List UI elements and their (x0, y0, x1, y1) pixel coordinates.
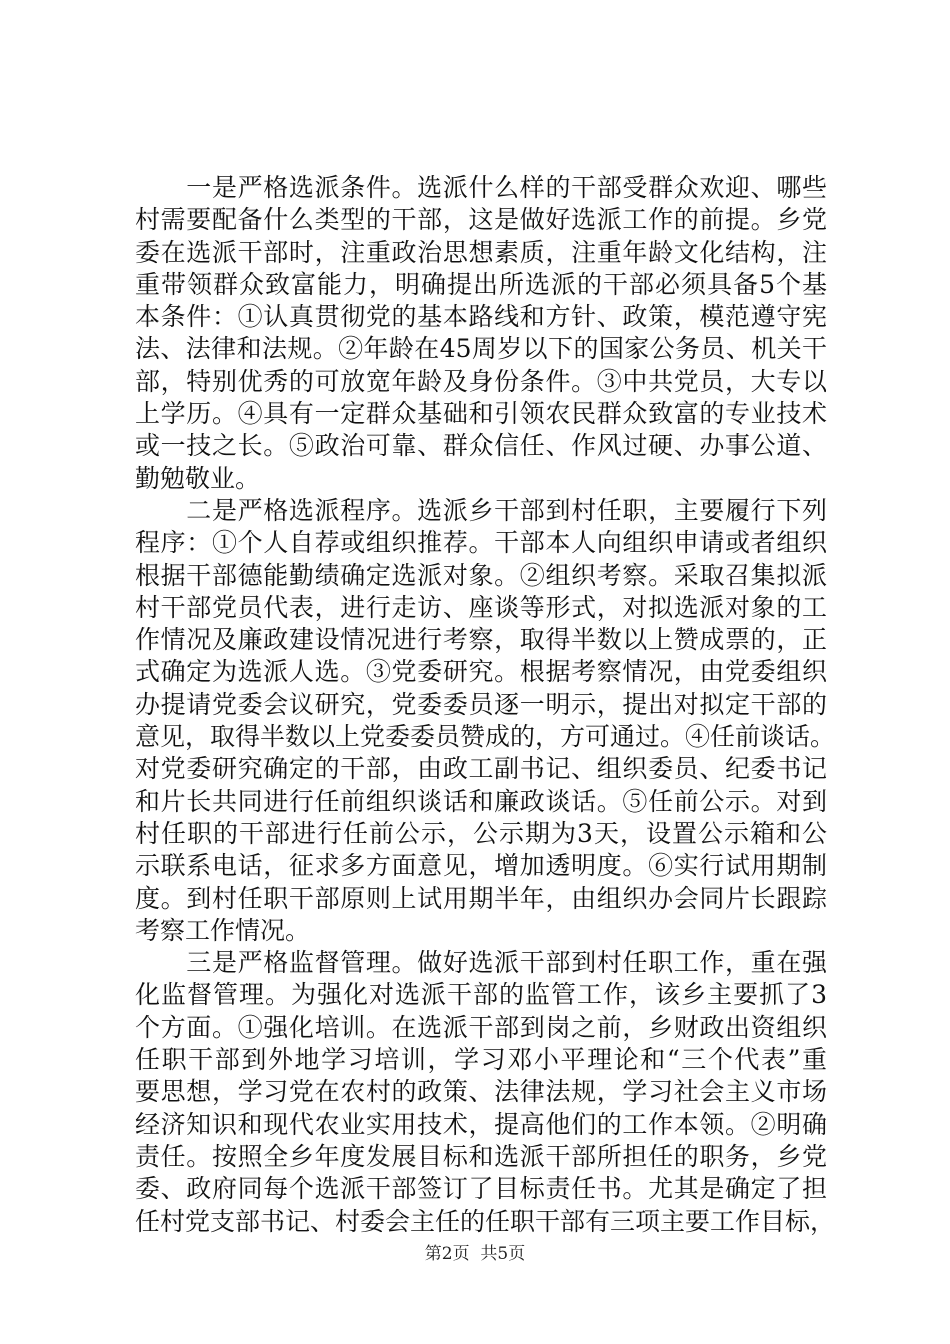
text-line: 程序：①个人自荐或组织推荐。干部本人向组织申请或者组织 (135, 528, 827, 558)
text-line: 或一技之长。⑤政治可靠、群众信任、作风过硬、办事公道、 (135, 431, 827, 461)
document-body (135, 172, 836, 1238)
text-line: 对党委研究确定的干部，由政工副书记、组织委员、纪委书记 (135, 754, 827, 784)
text-line: 村任职的干部进行任前公示，公示期为3天，设置公示箱和公 (135, 818, 827, 848)
text-line: 上学历。④具有一定群众基础和引领农民群众致富的专业技术 (135, 399, 827, 429)
paragraph-selection-procedure (135, 495, 836, 947)
text-line: 委在选派干部时，注重政治思想素质，注重年龄文化结构，注 (135, 237, 827, 267)
text-line: 村需要配备什么类型的干部，这是做好选派工作的前提。乡党 (135, 205, 827, 235)
text-line: 勤勉敬业。 (135, 463, 261, 493)
text-line: 委、政府同每个选派干部签订了目标责任书。尤其是确定了担 (135, 1174, 827, 1204)
text-line: 本条件：①认真贯彻党的基本路线和方针、政策，模范遵守宪 (135, 302, 827, 332)
text-line: 个方面。①强化培训。在选派干部到岗之前，乡财政出资组织 (135, 1012, 827, 1042)
text-line: 要思想，学习党在农村的政策、法律法规，学习社会主义市场 (135, 1077, 827, 1107)
text-line: 意见，取得半数以上党委委员赞成的，方可通过。④任前谈话。 (135, 722, 836, 752)
paragraph-selection-conditions (135, 172, 827, 495)
text-line: 二是严格选派程序。选派乡干部到村任职，主要履行下列 (135, 495, 827, 525)
text-line: 村干部党员代表，进行走访、座谈等形式，对拟选派对象的工 (135, 592, 827, 622)
text-line: 作情况及廉政建设情况进行考察，取得半数以上赞成票的，正 (135, 625, 827, 655)
text-line: 经济知识和现代农业实用技术，提高他们的工作本领。②明确 (135, 1109, 827, 1139)
text-line: 和片长共同进行任前组织谈话和廉政谈话。⑤任前公示。对到 (135, 786, 827, 816)
text-line: 任村党支部书记、村委会主任的任职干部有三项主要工作目标， (135, 1206, 836, 1236)
text-line: 化监督管理。为强化对选派干部的监管工作，该乡主要抓了3 (135, 980, 827, 1010)
text-line: 重带领群众致富能力，明确提出所选派的干部必须具备5个基 (135, 269, 827, 299)
text-line: 示联系电话，征求多方面意见，增加透明度。⑥实行试用期制 (135, 851, 827, 881)
text-line: 根据干部德能勤绩确定选派对象。②组织考察。采取召集拟派 (135, 560, 827, 590)
text-line: 法、法律和法规。②年龄在45周岁以下的国家公务员、机关干 (135, 334, 827, 364)
text-line: 度。到村任职干部原则上试用期半年，由组织办会同片长跟踪 (135, 883, 827, 913)
text-line: 任职干部到外地学习培训，学习邓小平理论和“三个代表”重 (135, 1045, 827, 1075)
text-line: 三是严格监督管理。做好选派干部到村任职工作，重在强 (135, 948, 827, 978)
paragraph-supervision-management (135, 947, 836, 1238)
page-number-footer: 第2页 共5页 (424, 1244, 526, 1264)
text-line: 部，特别优秀的可放宽年龄及身份条件。③中共党员，大专以 (135, 366, 827, 396)
text-line: 办提请党委会议研究，党委委员逐一明示，提出对拟定干部的 (135, 689, 827, 719)
text-line: 责任。按照全乡年度发展目标和选派干部所担任的职务，乡党 (135, 1141, 827, 1171)
text-line: 式确定为选派人选。③党委研究。根据考察情况，由党委组织 (135, 657, 827, 687)
text-line: 一是严格选派条件。选派什么样的干部受群众欢迎、哪些 (135, 173, 827, 202)
text-line: 考察工作情况。 (135, 915, 311, 945)
